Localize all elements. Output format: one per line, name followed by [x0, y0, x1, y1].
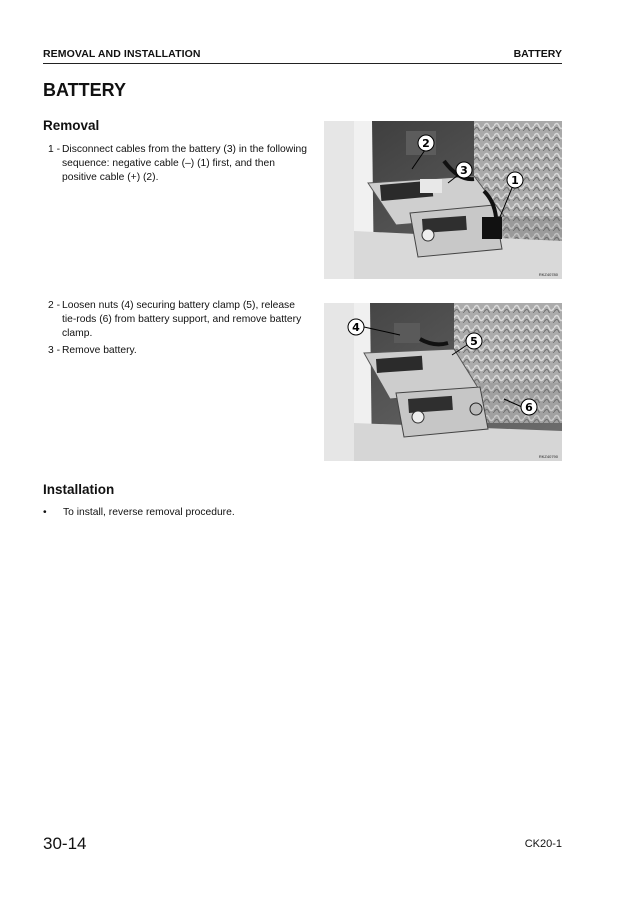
removal-step-1	[48, 143, 308, 185]
step-text: Remove battery.	[62, 345, 137, 356]
step-number: 2 -	[48, 300, 61, 311]
installation-heading: Installation	[43, 482, 115, 497]
step-number: 1 -	[48, 144, 61, 155]
callout-label: 6	[525, 401, 533, 414]
callout-label: 3	[460, 164, 468, 177]
battery-photo-2	[324, 303, 562, 461]
callout-label: 4	[352, 321, 360, 334]
battery-photo-1	[324, 121, 562, 279]
header-topic: BATTERY	[513, 48, 562, 60]
removal-step-2	[48, 299, 308, 341]
figure-code: RKZ40790	[538, 454, 558, 459]
model-code: CK20-1	[524, 838, 562, 850]
page-header	[43, 48, 562, 64]
removal-heading: Removal	[43, 118, 100, 133]
callout-label: 1	[511, 174, 519, 187]
header-section: REMOVAL AND INSTALLATION	[43, 48, 201, 60]
step-text: Loosen nuts (4) securing battery clamp (5), release tie-rods (6) from battery support, and remove battery clamp.	[62, 300, 302, 339]
battery-photo-2-image	[324, 303, 562, 461]
callout-label: 5	[470, 335, 478, 348]
step-number: 3 -	[48, 345, 61, 356]
callout-label: 2	[422, 137, 430, 150]
battery-photo-1-image	[324, 121, 562, 279]
page-number: 30-14	[43, 834, 87, 853]
bullet-mark: •	[43, 507, 47, 518]
page-title: BATTERY	[43, 80, 126, 100]
bullet-text: To install, reverse removal procedure.	[63, 507, 235, 518]
step-text: Disconnect cables from the battery (3) in the following sequence: negative cable (–) (1) first, and then positive cable (+) (2).	[62, 144, 307, 183]
removal-step-3	[48, 344, 308, 358]
figure-code: RKZ40780	[538, 272, 558, 277]
